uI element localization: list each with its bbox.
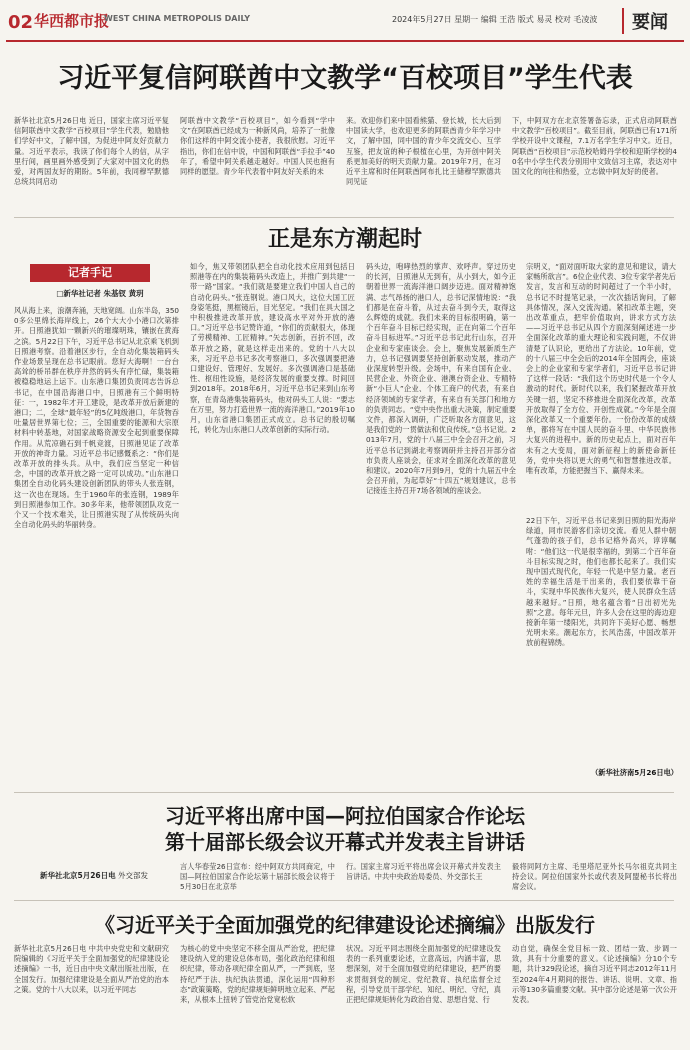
article3-headline-line1: 习近平将出席中国—阿拉伯国家合作论坛 — [165, 804, 525, 828]
reporter-notes-tag: 记者手记 — [30, 264, 150, 282]
article3-byline — [40, 870, 148, 881]
article1-column-1: 新华社北京5月26日电 近日，国家主席习近平复信阿联酋中文教学“百校项目”学生代表，勉励他们学好中文，了解中国，为促进中阿友好贡献力量。习近平表示，我读了你们每个人的信，从字里行间，画里画外感受到了大家对中国文化的热爱，对两国友好的期盼。5年前，我同穆罕默德总统共同启动 — [14, 116, 169, 187]
article2-end-note: （新华社济南5月26日电） — [591, 768, 678, 777]
section-divider — [14, 217, 674, 218]
paper-logo: 华西都市报 — [34, 12, 110, 30]
article1-headline: 习近平复信阿联酋中文教学“百校项目”学生代表 — [57, 63, 633, 94]
article4-column-1: 新华社北京5月26日电 中共中央党史和文献研究院编辑的《习近平关于全面加强党的纪律建设论述摘编》一书，近日由中央文献出版社出版，在全国发行。加强纪律建设是全面从严治党的治本之策。党的十八大以来，以习近平同志 — [14, 944, 169, 994]
page-number: 02 — [8, 12, 34, 33]
article4-column-2: 为核心的党中央坚定不移全面从严治党，把纪律建设纳入党的建设总体布局，强化政治纪律和组织纪律，带动各项纪律全面从严，一严到底，坚持纪严于法、执纪执法贯通，深化运用“四种形态”政策策略，党的纪律规矩鲜明地立起来、严起来，从根本上扭转了管党治党宽松软 — [180, 944, 335, 1005]
article2-column-5: 22日下午，习近平总书记来到日照的阳光海岸绿道，同市民游客们亲切交流。看见人群中朝气蓬勃的孩子们，总书记格外高兴，谆谆嘱咐：“他们这一代是很幸福的，到第二个百年奋斗目标实现之时，他们也都长起来了。我们实现中国式现代化，年轻一代是中坚力量。老百姓的幸福生活是干出来的，我们要依靠干奋斗，实现中华民族伟大复兴，使人民群众生活越来越好。”日照，地名蕴含着“日出初光先照”之意。每年元旦，许多人会在这里的海边迎接新年第一缕阳光，共同许下美好心愿、畅想光明未来。潮起东方，长风浩荡，中国改革开放前程锦绣。 — [526, 516, 676, 648]
article2-column-2: 如今，焦又带领团队把全自动化技术应用到包括日照港等在内的集装箱码头改造上，并推广到共建“一带一路”国家。“我们就是要建立我们中国人自己的自动化码头。”张连钢说。港口风大，这位大国工匠身姿笔挺，黑框镜后，目光坚定。“我们在具大国之中积极推进改革开放，建设高水平对外开放的港口。”习近平总书记赞许道，“你们的贡献很大，体现了劳模精神、工匠精神。”矢志创新，百折不回，改革开放之路，就是这样走出来的。党的十八大以来，习近平总书记多次考察港口，多次强调要把港口建设好、管理好、发展好。多次强调港口是基础性、枢纽性设施，是经济发展的重要支撑。时间回到2018年。2018年6月，习近平总书记来到山东考察，在青岛港集装箱码头，他对码头工人说：“要志在万里，努力打造世界一流的海洋港口。”2019年10月，山东省港口集团正式成立。总书记的殷切嘱托，转化为山东港口人改革创新的实际行动。 — [190, 262, 355, 435]
section-divider — [14, 900, 674, 901]
article3-column-3: 行。国家主席习近平将出席会议开幕式并发表主旨讲话。中共中央政治局委员、外交部长王 — [346, 862, 501, 882]
article4-column-4: 动自觉，确保全党目标一致、团结一致、步调一致，具有十分重要的意义。《论述摘编》分10个专题，共计329段论述，摘自习近平同志2012年11月至2024年4月期间的报告、讲话、说明、文章、指示等130多篇重要文献。其中部分论述是第一次公开发表。 — [512, 944, 677, 1005]
article3-column-2: 言人华春莹26日宣布：经中阿双方共同商定，中国—阿拉伯国家合作论坛第十届部长级会议将于5月30日在北京举 — [180, 862, 335, 892]
paper-name-english: WEST CHINA METROPOLIS DAILY — [104, 14, 251, 23]
article1-column-3: 来。欢迎你们来中国看熊猫、登长城，长大后到中国读大学，也欢迎更多的阿联酋青少年学习中文，了解中国，同中国的青少年交流交心、互学互鉴，把友谊的种子根植在心里，为开创中阿关系更加美好的明天贡献力量。2019年7月，在习近平主席和时任阿联酋阿布扎比王储穆罕默德共同见证 — [346, 116, 501, 187]
article2-column-1: 风从海上来，浪潮奔涌，天地宽阔。山东半岛，3500多公里绵长海岸线上，26个大大小小港口次第排开。日照港犹如一颗新兴的璀璨明珠，镶嵌在黄海之滨。5月22日下午，习近平总书记从北京乘飞机到日照港考察。沿着港区步行，全自动化集装箱码头作业场景呈现在总书记眼前。您好大海啊！一台台高耸的桥吊群在秩序井然的码头有序忙碌，集装箱被稳稳地运上运下。山东港口集团负责同志告诉总书记，在中国沿海港口中，日照港有三个鲜明特征：一，1982年才开工建设，是改革开放后新建的港口；二，全球“最年轻”的5亿吨级港口，年货物吞吐量居世界第七位；三，全国重要的能源和大宗原材料中转基地，对国家战略资源安全起到重要保障作用。从荒凉礁石到千帆竞渡，日照港见证了改革开放的神奇力量。习近平总书记感慨系之：“你们是改革开放的排头兵。从中，我们应当坚定一种信念，中国的改革开放之路一定可以成功。”山东港口集团全自动化码头建设创新团队的带头人张连钢，这一次也在现场。生于1960年的张连钢，1989年到日照港参加工作。30多年来，他带领团队攻克一个又一个技术难关，让日照港实现了从传统码头向全自动化码头的华丽转身。 — [14, 306, 179, 530]
article2-byline: □新华社记者 朱基钗 黄玥 — [56, 289, 144, 298]
article1-column-2: 阿联酋中文教学“百校项目”，如今看到“学中文”在阿联酋已经成为一种新风尚，培养了一批像你们这样的中阿交流小使者，我很欣慰。习近平指出，你们在信中说，中国和阿联酋“手拉手”40年了，希望中阿关系越走越好。中国人民也抱有同样的愿望。青少年代表着中阿友好关系的未 — [180, 116, 335, 177]
article2-column-4: 宗明义，“面对面听取大家的意见和建议，请大家畅所欲言”。6位企业代表、3位专家学者先后发言，发言和互动的时间超过了一个半小时，总书记不时提笔记录，一次次插话询问，了解具体情况，深入交流沟通。紧扣改革主题，突出改革重点，把牢价值取向，讲求方式方法——习近平总书记从四个方面深刻阐述进一步全面深化改革的重大理论和实践问题，不仅讲清楚了认识论，更给出了方法论。10年前，党的十八届三中全会后的2014年全国两会，座谈会上的企业家和专家学者们，习近平总书记讲了这样一段话：“我们这个历史时代是一个令人激动的时代。新时代以来，我们紧握改革开放关键一招，坚定不移推进全面深化改革，改革开放取得了全方位、开创性成就。”今年是全面深化改革又一个重要年份。一份份改革的成绩单，都将写在中国人民的奋斗里、中华民族伟大复兴的进程中。新的历史起点上，面对百年未有之大变局，面对新征程上的新使命新任务，党中央将以更大的勇气和智慧推进改革。唯有改革，方能把握当下、赢得未来。 — [526, 262, 676, 476]
article3-column-4: 毅将同阿方主席、毛里塔尼亚外长马尔祖克共同主持会议。阿拉伯国家外长或代表及阿盟秘书长将出席会议。 — [512, 862, 677, 892]
article2-column-3: 码头边，咆哮热烈的掌声、欢呼声。穿过历史的长河，日照港从无到有，从小到大，如今正朝着世界一流海洋港口阔步迈进。面对精神饱满、志气昂扬的港口人，总书记深情地说：“我们都是在奋斗着，从过去奋斗到今天，取得这么辉煌的成就。我们未来的目标很明确，第一个百年奋斗目标已经实现，正在向第二个百年奋斗目标进军。”习近平总书记此行山东，召开企业和专家座谈会。会上，聚焦发展新质生产力，总书记强调要坚持创新驱动发展，推动产业深度转型升级。会场中，有来自国有企业、民营企业、外资企业、港澳台资企业、专精特新“小巨人”企业、个体工商户的代表，有来自经济领域的专家学者，有来自有关部门和地方的负责同志。“党中央作出重大决策，制定重要文件，都深入调研，广泛听取各方面意见，这是我们党的一贯做法和优良传统。”总书记说。2013年7月，党的十八届三中全会召开之前，习近平总书记到湖北考察调研并主持召开部分省市负责人座谈会，征求对全面深化改革的意见和建议。2020年7月到9月，党的十九届五中全会召开前，为起草好“十四五”规划建议，总书记接连主持召开7场各领域的座谈会。 — [366, 262, 516, 496]
article2-headline: 正是东方潮起时 — [267, 227, 422, 252]
article4-column-3: 状况。习近平同志围绕全面加强党的纪律建设发表的一系列重要论述，立意高远，内涵丰富，思想深刻，对于全面加强党的纪律建设，把严的要求贯彻到党的制定、党纪教育、执纪监督全过程，引导党员干部学纪、知纪、明纪、守纪，真正把纪律规矩转化为政治自觉、思想自觉、行 — [346, 944, 501, 1005]
article1-column-4: 下，中阿双方在北京签署备忘录，正式启动阿联酋中文教学“百校项目”。截至目前，阿联酋已有171所学校开设中文课程，7.1万名学生学习中文。近日，阿联酋“百校项目”示范校哈姆丹学校和迎斯学校的40名中小学生代表分别用中文致信习主席，表达对中国文化的向往和热爱，立志做中阿友好的使者。 — [512, 116, 677, 177]
masthead — [0, 0, 690, 44]
section-divider — [14, 792, 674, 793]
article4-headline: 《习近平关于全面加强党的纪律建设论述摘编》出版发行 — [95, 913, 595, 937]
article3-headline-line2: 第十届部长级会议开幕式并发表主旨讲话 — [165, 830, 525, 854]
section-name: 要闻 — [622, 8, 668, 34]
article3-byline-lead: 新华社北京5月26日电 — [40, 871, 116, 880]
header-rule — [6, 40, 684, 42]
article3-byline-rest: 外交部发 — [115, 871, 149, 880]
issue-info: 2024年5月27日 星期一 编辑 王浩 版式 易灵 校对 毛凌波 — [392, 15, 598, 24]
